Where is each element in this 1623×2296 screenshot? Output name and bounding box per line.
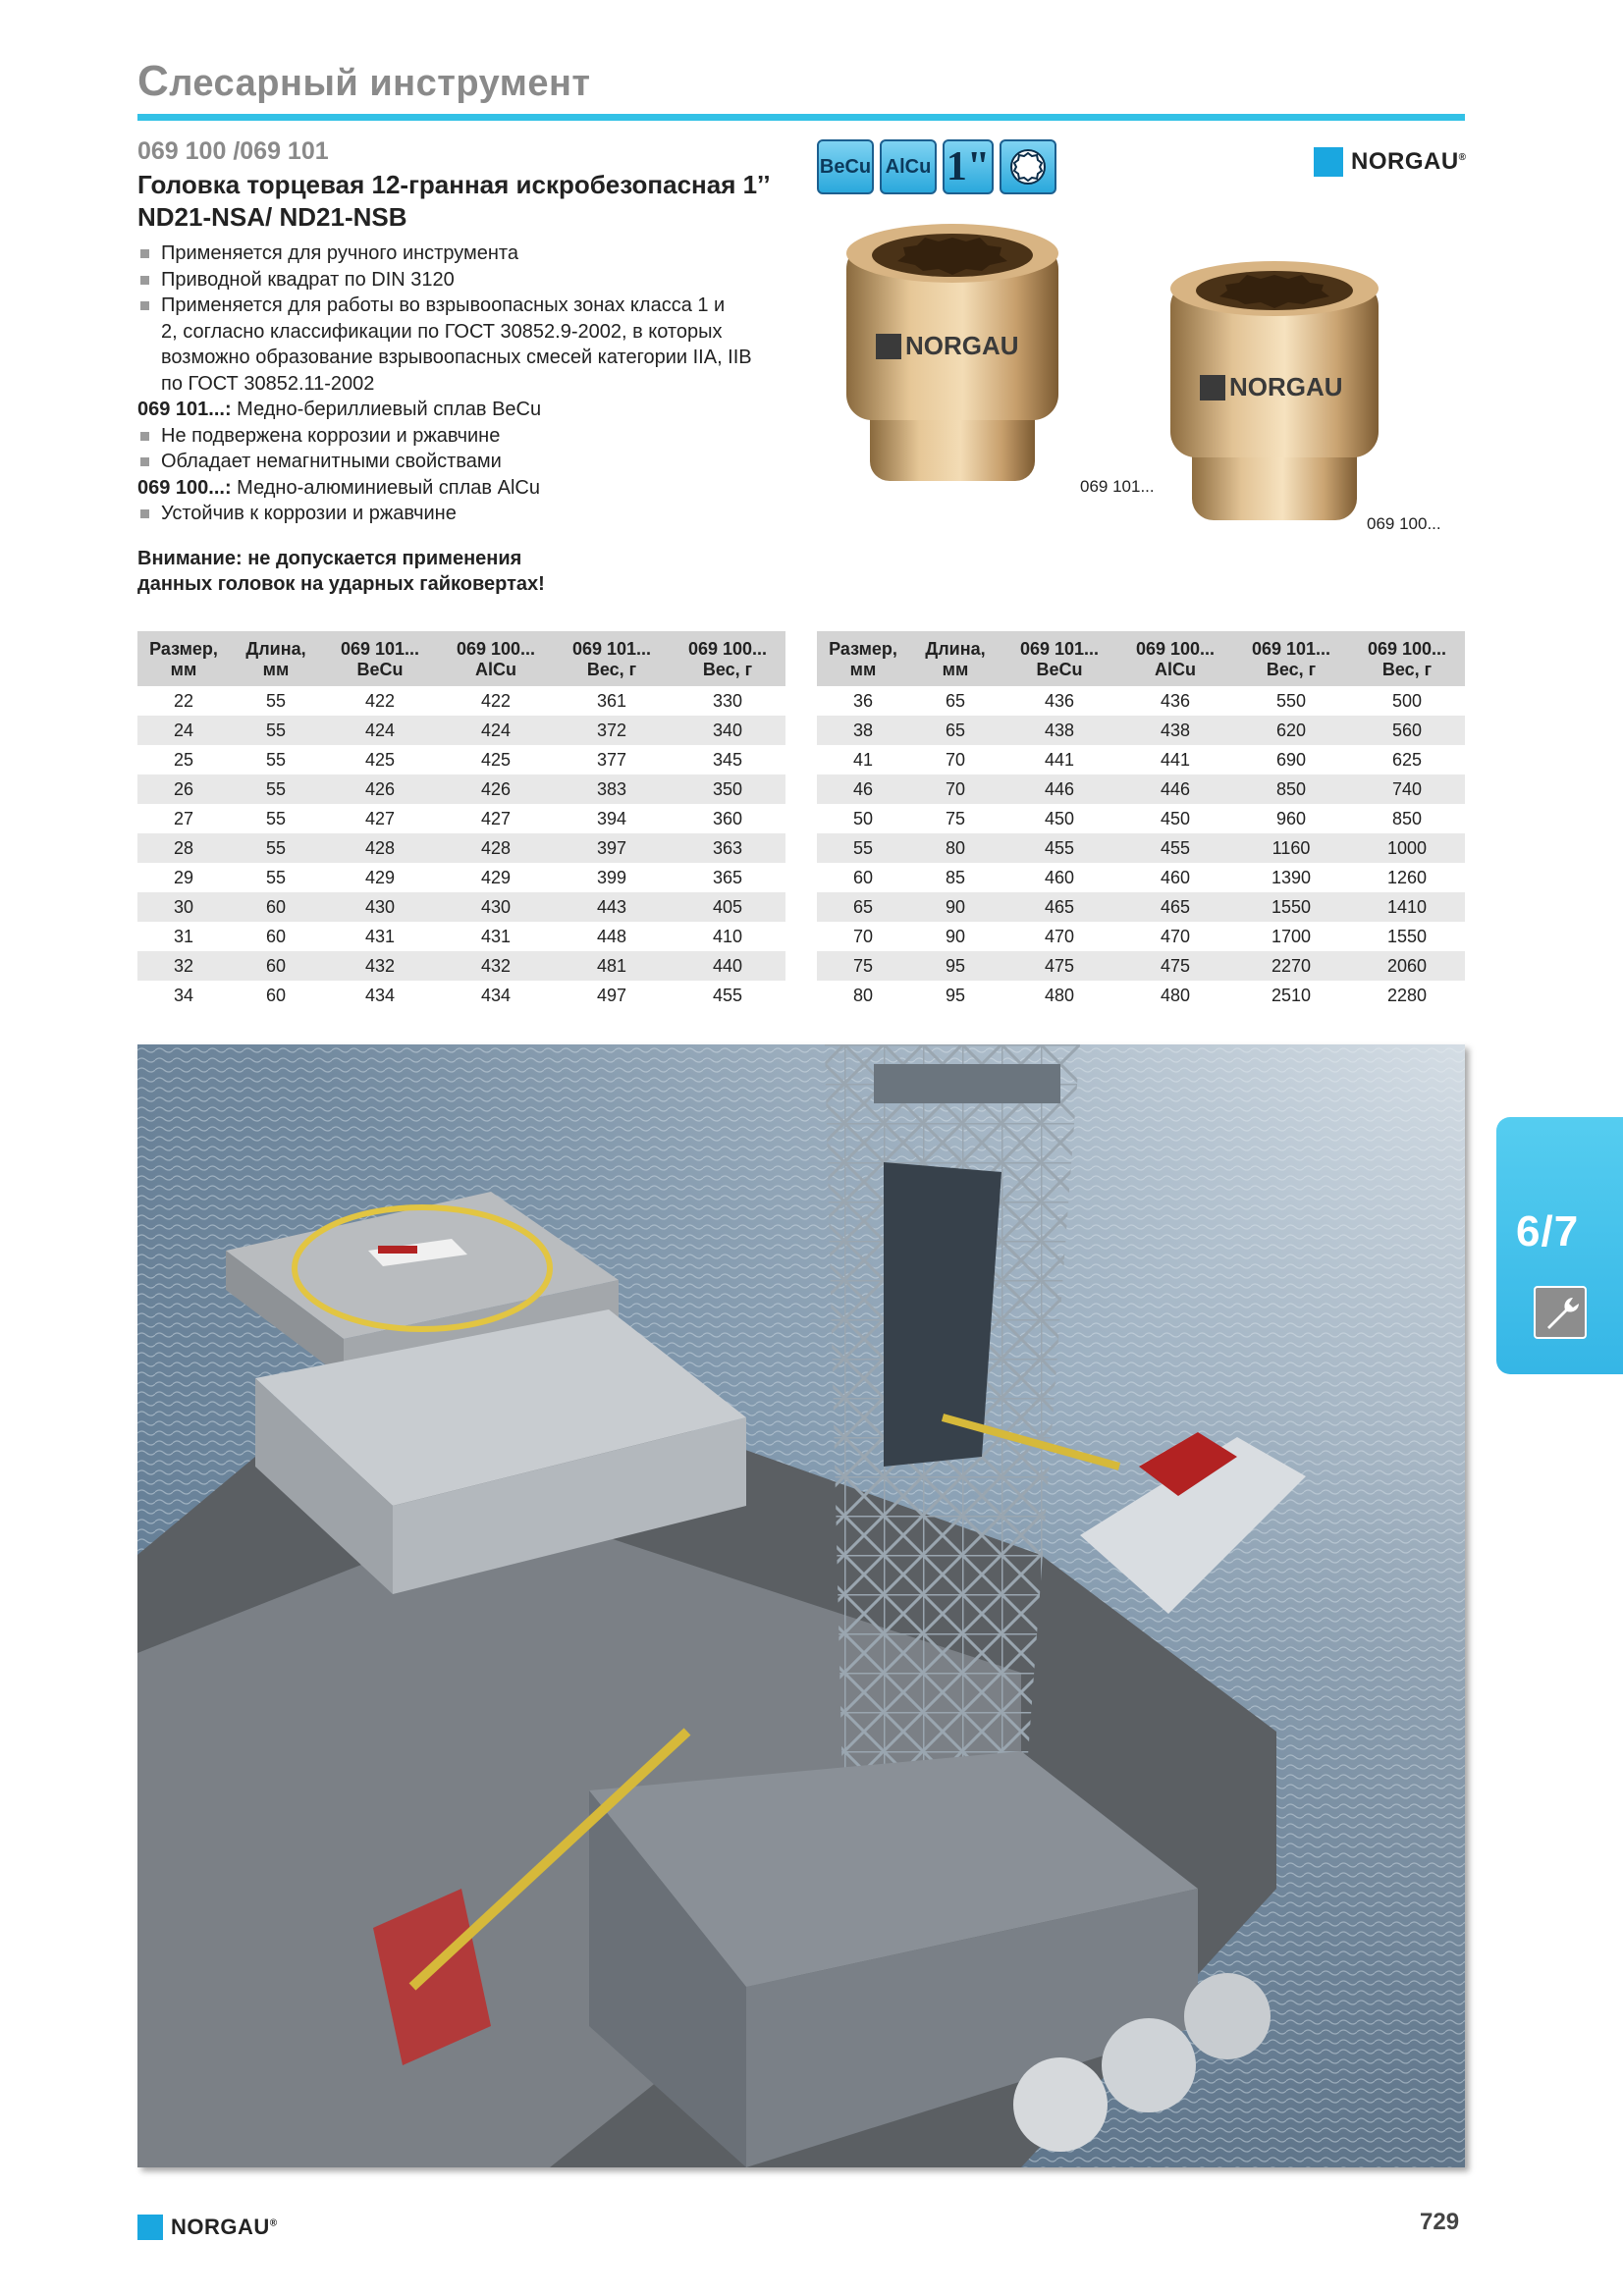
table-cell: 27 [173, 809, 194, 828]
table-cell: 500 [1391, 691, 1423, 711]
table-cell: 65 [945, 691, 966, 711]
table-row [817, 716, 1465, 745]
table-cell: 36 [852, 691, 874, 711]
table-cell: 460 [1044, 868, 1075, 887]
socket-069-101-image [842, 224, 1062, 489]
column-header-line: 069 101... [1019, 639, 1100, 659]
table-cell: 425 [364, 750, 396, 770]
table-cell: 60 [265, 986, 287, 1005]
table-cell: 50 [852, 809, 874, 828]
table-cell: 95 [909, 951, 1001, 981]
column-header-line: 069 100... [1367, 639, 1447, 659]
table-cell: 55 [230, 833, 322, 863]
table-row [137, 686, 785, 716]
brand-mark: ® [269, 2217, 278, 2229]
feature-item-continuation: 2, согласно классификации по ГОСТ 30852.9-2002, в которых [161, 320, 723, 343]
table-cell: 431 [480, 927, 512, 946]
table-cell: 55 [265, 809, 287, 828]
table-cell: 443 [554, 892, 670, 922]
table-cell: 625 [1391, 750, 1423, 770]
table-cell: 90 [909, 892, 1001, 922]
table-cell: 405 [670, 892, 785, 922]
table-cell: 399 [596, 868, 627, 887]
table-cell: 432 [322, 951, 438, 981]
feature-item: Применяется для работы во взрывоопасных зонах класса 1 и [137, 293, 805, 319]
table-row [137, 892, 785, 922]
table-row [137, 833, 785, 863]
table-cell: 422 [480, 691, 512, 711]
column-header-line: 069 100... [456, 639, 536, 659]
table-cell: 350 [670, 774, 785, 804]
material-note-100 [137, 475, 805, 502]
table-cell: 440 [670, 951, 785, 981]
table-cell: 481 [554, 951, 670, 981]
table-cell: 55 [265, 868, 287, 887]
table-cell: 436 [1044, 691, 1075, 711]
table-cell: 465 [1001, 892, 1117, 922]
table-cell: 497 [596, 986, 627, 1005]
table-cell: 455 [1117, 833, 1233, 863]
table-cell: 441 [1160, 750, 1191, 770]
column-header [137, 631, 230, 686]
table-cell: 446 [1117, 774, 1233, 804]
feature-item-continuation: по ГОСТ 30852.11-2002 [161, 372, 375, 395]
table-cell: 1410 [1349, 892, 1465, 922]
table-cell: 450 [1160, 809, 1191, 828]
image-caption-100: 069 100... [1367, 514, 1441, 533]
section-title-initial: С [137, 57, 170, 105]
column-header-line: мм [849, 660, 877, 679]
column-header-line: Вес, г [1266, 660, 1317, 679]
image-caption-101: 069 101... [1080, 477, 1155, 496]
table-cell: 429 [364, 868, 396, 887]
table-cell: 85 [945, 868, 966, 887]
table-cell: 1550 [1386, 927, 1428, 946]
table-cell: 2280 [1386, 986, 1428, 1005]
table-cell: 80 [909, 833, 1001, 863]
column-header [1349, 631, 1465, 686]
table-row [137, 981, 785, 1010]
column-header [1001, 631, 1117, 686]
table-cell: 55 [265, 750, 287, 770]
material-note-101 [137, 397, 805, 423]
brand-square-icon [1314, 147, 1343, 177]
table-cell: 426 [322, 774, 438, 804]
socket-069-100-image [1164, 259, 1384, 526]
table-row [137, 804, 785, 833]
table-cell: 345 [712, 750, 743, 770]
table-cell: 441 [1044, 750, 1075, 770]
table-cell: 620 [1233, 716, 1349, 745]
table-cell: 397 [554, 833, 670, 863]
material-note-100-code: 069 100...: [137, 476, 232, 499]
column-header [554, 631, 670, 686]
table-cell: 360 [712, 809, 743, 828]
column-header-line: AlCu [1155, 660, 1196, 679]
warning-line-2: данных головок на ударных гайковертах! [137, 573, 545, 595]
table-cell: 455 [712, 986, 743, 1005]
table-cell: 29 [173, 868, 194, 887]
material-note-101-code: 069 101...: [137, 399, 232, 420]
page-number: 729 [1420, 2209, 1460, 2235]
table-cell: 60 [265, 927, 287, 946]
table-cell: 26 [137, 774, 230, 804]
table-row [817, 745, 1465, 774]
column-header-line: Размер, [829, 639, 897, 659]
product-title-line-1: Головка торцевая 12-гранная искробезопасная 1’’ [137, 170, 771, 199]
table-cell: 394 [596, 809, 627, 828]
table-row [137, 863, 785, 892]
column-header-line: 069 100... [1135, 639, 1216, 659]
table-row [137, 922, 785, 951]
table-row [817, 951, 1465, 981]
table-cell: 455 [1001, 833, 1117, 863]
feature-item: Не подвержена коррозии и ржавчине [137, 423, 805, 450]
column-header [817, 631, 909, 686]
table-cell: 426 [438, 774, 554, 804]
table-cell: 46 [817, 774, 909, 804]
header-divider [137, 114, 1465, 121]
table-cell: 2510 [1271, 986, 1312, 1005]
table-cell: 436 [1160, 691, 1191, 711]
table-cell: 22 [173, 691, 194, 711]
column-header-line: 069 101... [571, 639, 652, 659]
table-cell: 430 [322, 892, 438, 922]
table-cell: 431 [364, 927, 396, 946]
offshore-rig-photo [137, 1044, 1465, 2167]
feature-item: Приводной квадрат по DIN 3120 [137, 267, 805, 294]
column-header [438, 631, 554, 686]
table-cell: 30 [137, 892, 230, 922]
table-cell: 377 [596, 750, 627, 770]
warning-note [137, 546, 687, 597]
column-header-line: BeCu [356, 660, 404, 679]
table-cell: 470 [1160, 927, 1191, 946]
table-cell: 740 [1349, 774, 1465, 804]
table-row [817, 863, 1465, 892]
table-cell: 1550 [1233, 892, 1349, 922]
column-header-line: мм [942, 660, 969, 679]
table-row [817, 686, 1465, 716]
table-row [817, 922, 1465, 951]
table-cell: 434 [364, 986, 396, 1005]
table-row [817, 833, 1465, 863]
column-header-line: 069 101... [1251, 639, 1331, 659]
table-cell: 422 [364, 691, 396, 711]
size-table-right [817, 631, 1465, 1010]
column-header-line: AlCu [475, 660, 516, 679]
column-header-line: мм [170, 660, 197, 679]
table-row [137, 716, 785, 745]
table-cell: 2270 [1233, 951, 1349, 981]
size-table-left [137, 631, 785, 1010]
column-header-line: Длина, [925, 639, 986, 659]
table-cell: 1000 [1349, 833, 1465, 863]
table-cell: 425 [480, 750, 512, 770]
feature-item-continuation: возможно образование взрывоопасных смесей категории IIA, IIB [161, 347, 752, 368]
table-cell: 410 [712, 927, 743, 946]
table-cell: 560 [1349, 716, 1465, 745]
table-cell: 383 [554, 774, 670, 804]
column-header [670, 631, 785, 686]
table-cell: 95 [945, 986, 966, 1005]
table-cell: 65 [909, 716, 1001, 745]
twelve-point-socket-icon [1000, 139, 1056, 194]
column-header-line: 069 101... [340, 639, 420, 659]
table-cell: 340 [670, 716, 785, 745]
table-cell: 460 [1160, 868, 1191, 887]
table-cell: 32 [137, 951, 230, 981]
column-header [230, 631, 322, 686]
table-row [817, 981, 1465, 1010]
table-cell: 31 [173, 927, 194, 946]
material-note-100-text: Медно-алюминиевый сплав AlCu [231, 476, 540, 499]
table-cell: 475 [1001, 951, 1117, 981]
feature-item: Обладает немагнитными свойствами [137, 449, 805, 475]
table-cell: 428 [322, 833, 438, 863]
table-cell: 690 [1275, 750, 1307, 770]
table-cell: 446 [1001, 774, 1117, 804]
column-header-line: Вес, г [702, 660, 753, 679]
table-cell: 80 [852, 986, 874, 1005]
table-body [137, 686, 785, 1010]
table-row [817, 804, 1465, 833]
table-cell: 60 [852, 868, 874, 887]
table-cell: 470 [1044, 927, 1075, 946]
table-cell: 38 [817, 716, 909, 745]
brand-mark: ® [1458, 152, 1467, 163]
brand-name: NORGAU [171, 2215, 270, 2239]
table-cell: 1260 [1386, 868, 1428, 887]
feature-item: Устойчив к коррозии и ржавчине [137, 501, 805, 527]
product-model-line: ND21-NSA/ ND21-NSB [137, 202, 407, 232]
table-cell: 55 [817, 833, 909, 863]
warning-line-1: Внимание: не допускается применения [137, 548, 522, 569]
column-header-line: Размер, [149, 639, 218, 659]
material-badge-becu: BeCu [817, 139, 874, 194]
feature-item: Применяется для ручного инструмента [137, 240, 805, 267]
table-row [817, 892, 1465, 922]
table-cell: 465 [1117, 892, 1233, 922]
table-row [137, 745, 785, 774]
table-cell: 34 [173, 986, 194, 1005]
table-cell: 55 [230, 774, 322, 804]
table-cell: 960 [1275, 809, 1307, 828]
table-cell: 428 [438, 833, 554, 863]
table-cell: 25 [173, 750, 194, 770]
table-cell: 24 [137, 716, 230, 745]
socket-101-logo-text: NORGAU [905, 331, 1019, 360]
table-row [137, 774, 785, 804]
table-cell: 850 [1391, 809, 1423, 828]
drive-size-badge: 1" [943, 139, 994, 194]
table-cell: 70 [945, 750, 966, 770]
brand-square-icon [137, 2215, 163, 2240]
table-cell: 55 [265, 691, 287, 711]
table-cell: 850 [1233, 774, 1349, 804]
product-code: 069 100 /069 101 [137, 137, 329, 165]
table-cell: 432 [438, 951, 554, 981]
table-cell: 424 [438, 716, 554, 745]
socket-100-logo-text: NORGAU [1229, 372, 1343, 401]
table-row [817, 774, 1465, 804]
column-header [909, 631, 1001, 686]
table-cell: 480 [1160, 986, 1191, 1005]
column-header-line: BeCu [1036, 660, 1083, 679]
feature-list [137, 240, 805, 527]
table-cell: 427 [480, 809, 512, 828]
column-header-line: Вес, г [1381, 660, 1433, 679]
column-header-line: Длина, [245, 639, 306, 659]
table-body [817, 686, 1465, 1010]
material-badge-alcu: AlCu [880, 139, 937, 194]
table-cell: 75 [817, 951, 909, 981]
table-cell: 372 [554, 716, 670, 745]
table-row [137, 951, 785, 981]
section-title [137, 57, 591, 106]
table-cell: 363 [670, 833, 785, 863]
table-cell: 438 [1001, 716, 1117, 745]
section-title-rest: лесарный инструмент [169, 63, 591, 104]
column-header-line: мм [262, 660, 290, 679]
table-cell: 427 [364, 809, 396, 828]
table-cell: 429 [480, 868, 512, 887]
table-cell: 70 [852, 927, 874, 946]
table-cell: 480 [1044, 986, 1075, 1005]
table-cell: 70 [909, 774, 1001, 804]
table-cell: 430 [438, 892, 554, 922]
table-cell: 434 [480, 986, 512, 1005]
section-tab[interactable] [1496, 1117, 1623, 1374]
table-cell: 65 [817, 892, 909, 922]
table-cell: 1390 [1271, 868, 1312, 887]
wrench-icon [1534, 1286, 1587, 1339]
product-title [137, 169, 825, 234]
column-header-line: Вес, г [586, 660, 637, 679]
table-cell: 450 [1044, 809, 1075, 828]
table-cell: 1160 [1233, 833, 1349, 863]
table-cell: 475 [1117, 951, 1233, 981]
column-header [1117, 631, 1233, 686]
table-cell: 424 [322, 716, 438, 745]
table-cell: 2060 [1349, 951, 1465, 981]
column-header [1233, 631, 1349, 686]
table-cell: 55 [230, 716, 322, 745]
table-cell: 60 [230, 892, 322, 922]
table-header [137, 631, 785, 686]
table-cell: 448 [596, 927, 627, 946]
table-cell: 330 [712, 691, 743, 711]
table-cell: 41 [852, 750, 874, 770]
table-cell: 438 [1117, 716, 1233, 745]
table-cell: 28 [137, 833, 230, 863]
footer-brand-logo [137, 2215, 278, 2240]
brand-name: NORGAU [1351, 148, 1459, 175]
table-cell: 365 [712, 868, 743, 887]
column-header [322, 631, 438, 686]
table-cell: 90 [945, 927, 966, 946]
table-cell: 361 [596, 691, 627, 711]
table-cell: 60 [230, 951, 322, 981]
table-cell: 75 [945, 809, 966, 828]
table-header [817, 631, 1465, 686]
column-header-line: 069 100... [687, 639, 768, 659]
table-cell: 550 [1275, 691, 1307, 711]
table-cell: 1700 [1271, 927, 1312, 946]
material-note-101-text: Медно-бериллиевый сплав BeCu [231, 399, 542, 420]
brand-logo [1314, 147, 1467, 177]
section-tab-label: 6/7 [1516, 1207, 1580, 1255]
